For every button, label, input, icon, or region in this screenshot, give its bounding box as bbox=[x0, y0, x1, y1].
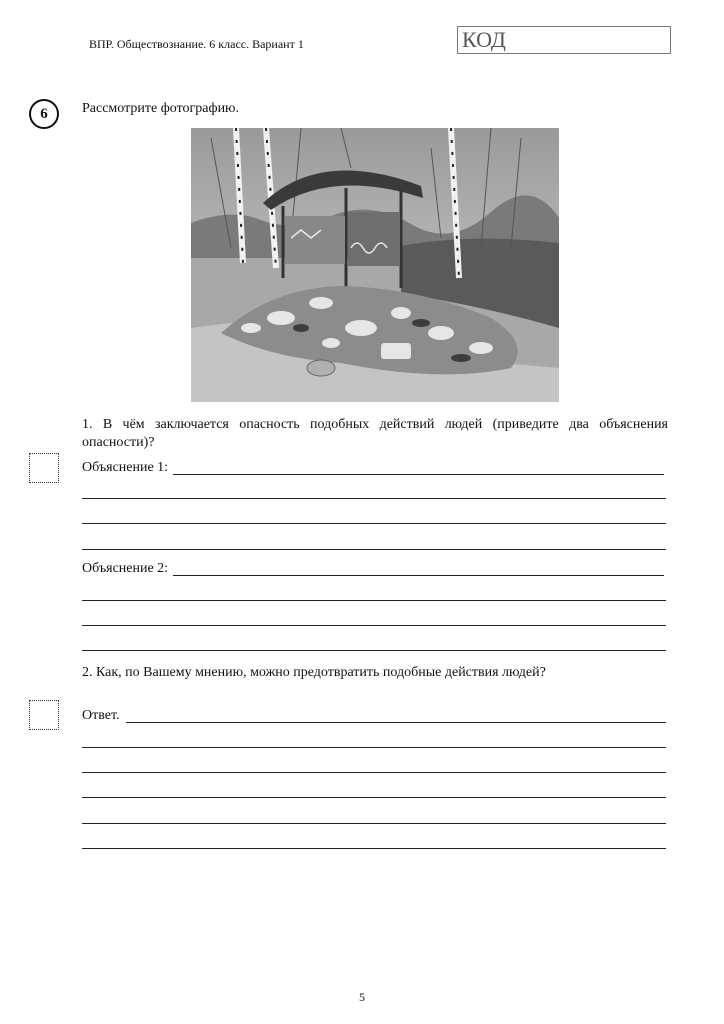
score-box-1[interactable] bbox=[29, 453, 59, 483]
answer-line[interactable] bbox=[82, 650, 666, 651]
answer-line[interactable] bbox=[82, 747, 666, 748]
task-number-badge: 6 bbox=[29, 99, 59, 129]
answer-line[interactable] bbox=[82, 600, 666, 601]
explanation-1-label: Объяснение 1: bbox=[82, 460, 169, 475]
answer-line[interactable] bbox=[82, 848, 666, 849]
page-number: 5 bbox=[359, 990, 365, 1004]
answer-label: Ответ. bbox=[82, 708, 120, 723]
answer-line[interactable] bbox=[82, 797, 666, 798]
question-2: 2. Как, по Вашему мнению, можно предотвратить подобные действия людей? bbox=[82, 665, 546, 680]
answer-main-line[interactable] bbox=[126, 722, 666, 723]
answer-line[interactable] bbox=[82, 772, 666, 773]
answer-line[interactable] bbox=[82, 523, 666, 524]
explanation-2-label: Объяснение 2: bbox=[82, 561, 169, 576]
garbage-bus-stop-photo bbox=[191, 128, 559, 402]
task-intro: Рассмотрите фотографию. bbox=[82, 101, 240, 116]
answer-line[interactable] bbox=[82, 625, 666, 626]
answer-line[interactable] bbox=[82, 823, 666, 824]
code-field[interactable]: КОД bbox=[457, 26, 671, 54]
explanation-1-line[interactable] bbox=[173, 474, 664, 475]
answer-line[interactable] bbox=[82, 498, 666, 499]
explanation-2-line[interactable] bbox=[173, 575, 664, 576]
question-1: 1. В чём заключается опасность подобных действий людей (приведите два объяснения опасности)? bbox=[82, 417, 668, 450]
score-box-2[interactable] bbox=[29, 700, 59, 730]
header-title: ВПР. Обществознание. 6 класс. Вариант 1 bbox=[89, 37, 304, 51]
answer-line[interactable] bbox=[82, 549, 666, 550]
